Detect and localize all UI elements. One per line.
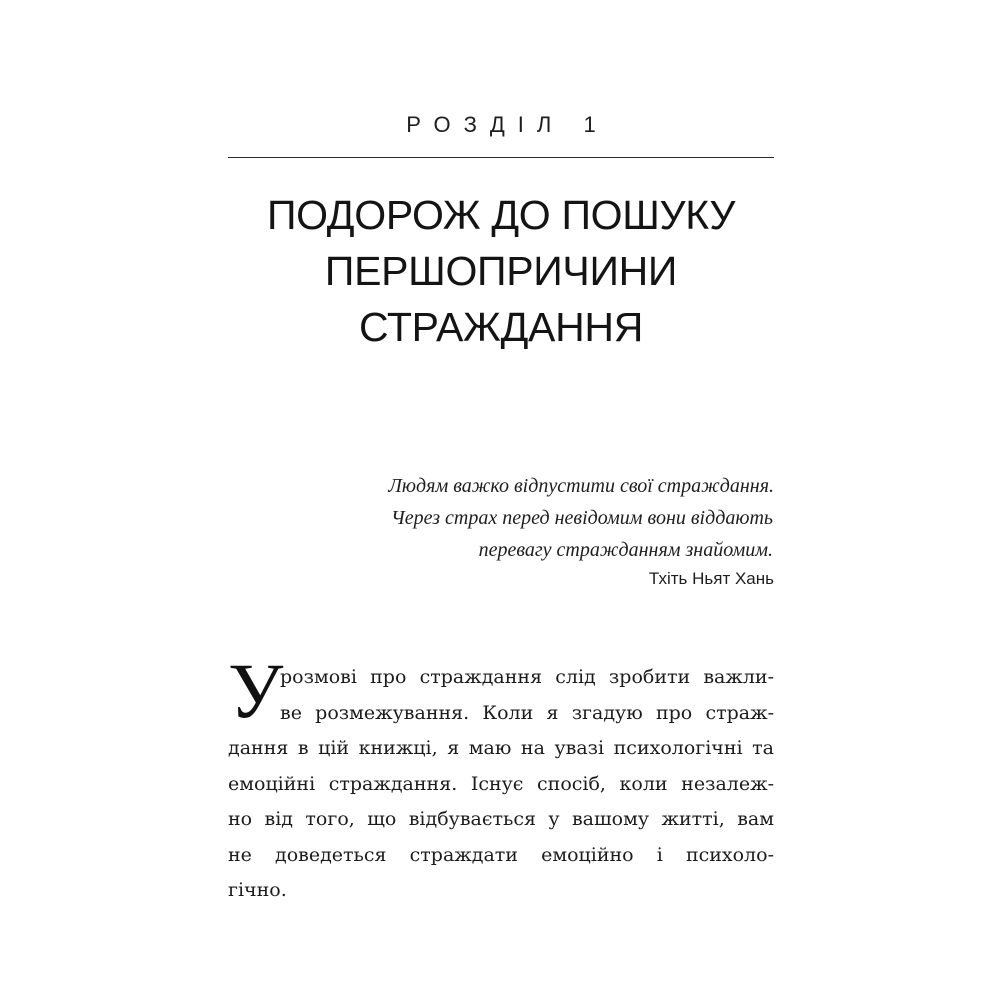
chapter-title-line: ПЕРШОПРИЧИНИ [324,248,678,294]
chapter-label: РОЗДІЛ 1 [406,112,609,137]
chapter-title [228,187,774,355]
body-line: ве розмежування. Коли я згадую про страж- [280,701,774,724]
body-line: дання в цій книжці, я маю на увазі психологічні та [228,737,774,759]
body-line: не доведеться страждати емоційно і психоло- [228,843,774,866]
body-line: но від того, що відбувається у вашому житті, вам [228,808,774,830]
epigraph-author: Тхіть Ньят Хань [648,569,774,588]
body-paragraph [228,660,774,909]
epigraph-line: перевагу стражданням знайомим. [478,539,773,561]
epigraph-line: Людям важко відпустити свої страждання. [388,475,774,497]
epigraph-quote [254,470,774,566]
drop-cap: У [228,647,284,734]
epigraph-line: Через страх перед невідомим вони віддають [390,507,773,529]
body-line: розмові про страждання слід зробити важли- [280,666,774,688]
chapter-title-line: ПОДОРОЖ ДО ПОШУКУ [266,192,736,238]
body-line: емоційні страждання. Існує спосіб, коли незалеж- [228,772,774,795]
body-line: гічно. [228,879,287,901]
chapter-divider [228,157,774,158]
chapter-title-line: СТРАЖДАННЯ [358,304,644,350]
